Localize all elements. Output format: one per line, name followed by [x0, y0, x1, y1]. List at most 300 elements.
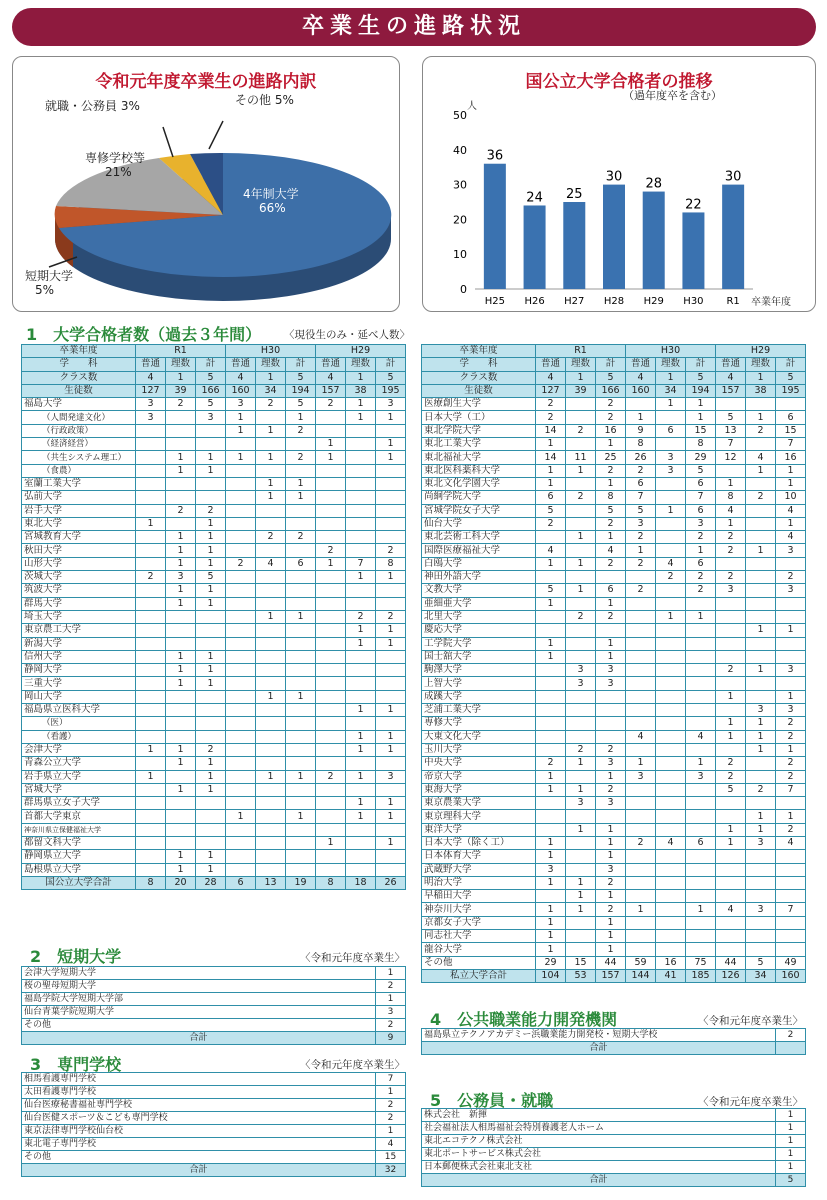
count-cell: 1	[316, 451, 346, 464]
count-cell	[686, 664, 716, 677]
column-header: 計	[596, 358, 626, 371]
sec4-title: 4 公共職業能力開発機関	[430, 1010, 618, 1029]
count-cell	[566, 730, 596, 743]
count-cell: 2	[536, 757, 566, 770]
count-cell	[746, 438, 776, 451]
count-cell: 2	[716, 544, 746, 557]
count-cell	[256, 597, 286, 610]
count-cell	[256, 810, 286, 823]
list-item	[22, 993, 406, 1006]
destination-name: 相馬看護専門学校	[22, 1073, 376, 1086]
table-cell: 1	[346, 371, 376, 384]
count-cell	[376, 677, 406, 690]
count-cell: 1	[286, 810, 316, 823]
university-name: （行政政策）	[22, 424, 136, 437]
count-cell	[656, 491, 686, 504]
count-cell	[286, 664, 316, 677]
count-cell	[226, 823, 256, 836]
count-cell: 2	[776, 823, 806, 836]
count-cell: 1	[626, 411, 656, 424]
table-row	[22, 624, 406, 637]
count-cell	[716, 943, 746, 956]
total-row	[422, 1174, 806, 1187]
count-cell: 2	[776, 757, 806, 770]
count-cell: 4	[626, 730, 656, 743]
count-cell: 5	[716, 783, 746, 796]
count-cell	[316, 650, 346, 663]
bar	[524, 205, 546, 289]
count-cell: 1	[196, 850, 226, 863]
count-cell	[656, 930, 686, 943]
total-cell: 41	[656, 969, 686, 982]
university-name: 神奈川大学	[422, 903, 536, 916]
count-cell: 2	[166, 398, 196, 411]
table-row	[22, 491, 406, 504]
university-name: 岩手大学	[22, 504, 136, 517]
count-cell	[716, 863, 746, 876]
university-name: 東京農業大学	[422, 797, 536, 810]
count-cell	[196, 730, 226, 743]
count-cell	[256, 664, 286, 677]
count-cell	[746, 517, 776, 530]
year-r1-header: R1	[536, 345, 626, 358]
table-cell: 5	[196, 371, 226, 384]
count-cell	[136, 836, 166, 849]
count-cell	[376, 597, 406, 610]
count-cell	[136, 584, 166, 597]
count-cell	[566, 943, 596, 956]
count-cell	[196, 690, 226, 703]
page-title: 卒業生の進路状況	[12, 8, 816, 46]
count-cell: 2	[716, 531, 746, 544]
count-cell: 1	[596, 531, 626, 544]
university-name: 国際医療福祉大学	[422, 544, 536, 557]
count-cell	[596, 624, 626, 637]
count-cell	[626, 876, 656, 889]
count-cell	[226, 717, 256, 730]
count-cell	[656, 637, 686, 650]
count-cell	[286, 757, 316, 770]
count-cell	[686, 916, 716, 929]
table-row	[22, 757, 406, 770]
table-row	[22, 770, 406, 783]
total-cell	[776, 1042, 806, 1055]
university-name: （人間発達文化）	[22, 411, 136, 424]
destination-count: 2	[776, 1029, 806, 1042]
count-cell: 1	[256, 491, 286, 504]
total-cell: 6	[226, 876, 256, 889]
table-row	[22, 411, 406, 424]
count-cell	[346, 664, 376, 677]
count-cell: 1	[316, 836, 346, 849]
total-label: 合計	[22, 1032, 376, 1045]
university-name: 埼玉大学	[22, 610, 136, 623]
destination-count: 2	[376, 1112, 406, 1125]
count-cell: 1	[346, 571, 376, 584]
table-cell: 195	[776, 384, 806, 397]
count-cell	[166, 424, 196, 437]
count-cell: 1	[596, 597, 626, 610]
count-cell: 1	[596, 890, 626, 903]
university-name: 首都大学東京	[22, 810, 136, 823]
count-cell	[226, 650, 256, 663]
count-cell	[286, 730, 316, 743]
count-cell: 7	[686, 491, 716, 504]
pie-label-univ: 4年制大学	[243, 187, 299, 201]
table-row	[22, 810, 406, 823]
count-cell	[626, 890, 656, 903]
destination-count: 1	[376, 1125, 406, 1138]
destination-name: 会津大学短期大学	[22, 967, 376, 980]
count-cell	[226, 797, 256, 810]
count-cell: 4	[716, 903, 746, 916]
count-cell	[776, 650, 806, 663]
university-name: 武蔵野大学	[422, 863, 536, 876]
count-cell	[686, 743, 716, 756]
count-cell: 1	[566, 557, 596, 570]
count-cell	[136, 637, 166, 650]
column-header: 理数	[256, 358, 286, 371]
destination-name: 東北ポートサービス株式会社	[422, 1148, 776, 1161]
count-cell	[346, 850, 376, 863]
destination-name: 福島県立テクノアカデミー浜職業能力開発校・短期大学校	[422, 1029, 776, 1042]
count-cell	[286, 863, 316, 876]
column-header: 計	[286, 358, 316, 371]
count-cell	[566, 517, 596, 530]
table-cell: 127	[136, 384, 166, 397]
count-cell	[656, 890, 686, 903]
count-cell: 1	[536, 438, 566, 451]
count-cell: 1	[166, 783, 196, 796]
count-cell: 25	[596, 451, 626, 464]
destination-count: 2	[376, 1099, 406, 1112]
count-cell: 49	[776, 956, 806, 969]
count-cell	[536, 704, 566, 717]
list-item	[22, 1138, 406, 1151]
count-cell	[776, 597, 806, 610]
count-cell	[716, 398, 746, 411]
count-cell: 1	[196, 464, 226, 477]
count-cell: 1	[166, 584, 196, 597]
count-cell: 2	[776, 571, 806, 584]
university-name: 都留文科大学	[22, 836, 136, 849]
count-cell: 1	[166, 850, 196, 863]
count-cell	[686, 863, 716, 876]
count-cell	[136, 491, 166, 504]
count-cell	[746, 916, 776, 929]
count-cell: 1	[256, 451, 286, 464]
count-cell	[346, 517, 376, 530]
count-cell	[656, 531, 686, 544]
count-cell	[746, 531, 776, 544]
count-cell	[686, 717, 716, 730]
count-cell: 1	[196, 757, 226, 770]
count-cell	[256, 863, 286, 876]
count-cell	[316, 411, 346, 424]
count-cell	[346, 836, 376, 849]
count-cell	[656, 770, 686, 783]
year-header: 卒業年度	[422, 345, 536, 358]
count-cell	[256, 730, 286, 743]
bar-value-label: 24	[526, 190, 543, 206]
bar-title: 国公立大学合格者の推移	[525, 72, 713, 92]
total-row	[422, 1042, 806, 1055]
university-name: 室蘭工業大学	[22, 477, 136, 490]
destination-count: 1	[776, 1148, 806, 1161]
count-cell: 2	[536, 398, 566, 411]
count-cell: 1	[376, 797, 406, 810]
count-cell: 1	[536, 850, 566, 863]
count-cell: 1	[376, 411, 406, 424]
count-cell	[716, 597, 746, 610]
count-cell: 1	[566, 757, 596, 770]
university-name: （医）	[22, 717, 136, 730]
count-cell: 6	[686, 504, 716, 517]
count-cell	[226, 597, 256, 610]
count-cell	[346, 531, 376, 544]
count-cell: 1	[256, 690, 286, 703]
count-cell	[716, 704, 746, 717]
count-cell	[196, 717, 226, 730]
count-cell: 1	[566, 823, 596, 836]
count-cell	[656, 544, 686, 557]
count-cell	[536, 717, 566, 730]
count-cell	[566, 704, 596, 717]
count-cell: 1	[776, 624, 806, 637]
count-cell: 3	[536, 863, 566, 876]
count-cell	[566, 916, 596, 929]
count-cell	[166, 411, 196, 424]
university-name: 東北医科薬科大学	[422, 464, 536, 477]
table-row	[22, 531, 406, 544]
table-row	[22, 464, 406, 477]
university-name: 静岡大学	[22, 664, 136, 677]
destination-count: 1	[776, 1135, 806, 1148]
count-cell: 1	[286, 610, 316, 623]
table-cell: 5	[686, 371, 716, 384]
count-cell	[136, 451, 166, 464]
count-cell: 1	[776, 690, 806, 703]
count-cell: 2	[166, 504, 196, 517]
university-name: 帝京大学	[422, 770, 536, 783]
table-row	[422, 757, 806, 770]
vocational-training-table	[421, 1028, 806, 1055]
count-cell: 1	[166, 664, 196, 677]
sec1-title: 1 大学合格者数（過去３年間）	[26, 325, 262, 344]
count-cell: 2	[136, 571, 166, 584]
university-name: 医療創生大学	[422, 398, 536, 411]
table-row	[422, 850, 806, 863]
count-cell: 1	[166, 597, 196, 610]
count-cell	[746, 876, 776, 889]
count-cell	[746, 584, 776, 597]
table-cell: 166	[596, 384, 626, 397]
table-row	[22, 398, 406, 411]
count-cell	[376, 491, 406, 504]
year-h29-header: H29	[316, 345, 406, 358]
count-cell: 3	[686, 770, 716, 783]
count-cell	[136, 504, 166, 517]
list-item	[422, 1122, 806, 1135]
count-cell: 1	[536, 916, 566, 929]
count-cell: 1	[166, 677, 196, 690]
count-cell: 1	[566, 584, 596, 597]
university-name: 岩手県立大学	[22, 770, 136, 783]
count-cell	[136, 730, 166, 743]
count-cell: 4	[776, 836, 806, 849]
table-row	[422, 624, 806, 637]
count-cell	[136, 797, 166, 810]
year-h30-header: H30	[626, 345, 716, 358]
count-cell: 1	[136, 770, 166, 783]
count-cell	[136, 557, 166, 570]
table-row	[22, 597, 406, 610]
count-cell: 3	[596, 664, 626, 677]
count-cell: 1	[686, 411, 716, 424]
count-cell: 1	[226, 451, 256, 464]
count-cell: 7	[776, 903, 806, 916]
count-cell	[776, 930, 806, 943]
count-cell	[656, 850, 686, 863]
count-cell: 1	[226, 424, 256, 437]
count-cell: 1	[196, 517, 226, 530]
university-name: 福島大学	[22, 398, 136, 411]
count-cell	[256, 464, 286, 477]
bar-ylabel: 人	[467, 101, 477, 112]
table-row	[22, 783, 406, 796]
count-cell: 1	[536, 557, 566, 570]
count-cell	[746, 637, 776, 650]
count-cell	[196, 704, 226, 717]
table-row	[22, 517, 406, 530]
count-cell	[626, 690, 656, 703]
count-cell	[226, 677, 256, 690]
count-cell: 2	[196, 743, 226, 756]
count-cell: 7	[346, 557, 376, 570]
count-cell	[536, 890, 566, 903]
university-name: 専修大学	[422, 717, 536, 730]
count-cell: 3	[566, 677, 596, 690]
count-cell	[316, 491, 346, 504]
list-item	[22, 1019, 406, 1032]
count-cell	[686, 810, 716, 823]
count-cell: 1	[196, 863, 226, 876]
count-cell	[256, 757, 286, 770]
count-cell	[286, 650, 316, 663]
count-cell: 3	[656, 451, 686, 464]
count-cell	[226, 610, 256, 623]
count-cell	[626, 624, 656, 637]
destination-name: その他	[22, 1151, 376, 1164]
count-cell	[286, 677, 316, 690]
total-cell: 32	[376, 1164, 406, 1177]
table-cell: 166	[196, 384, 226, 397]
bar-value-label: 30	[724, 169, 742, 185]
university-name: 中央大学	[422, 757, 536, 770]
column-header: 普通	[316, 358, 346, 371]
count-cell: 1	[286, 491, 316, 504]
count-cell	[376, 717, 406, 730]
total-cell: 19	[286, 876, 316, 889]
count-cell: 1	[656, 504, 686, 517]
count-cell	[166, 836, 196, 849]
table-row	[422, 438, 806, 451]
count-cell: 2	[536, 517, 566, 530]
table-row	[422, 398, 806, 411]
count-cell	[376, 504, 406, 517]
total-row	[22, 876, 406, 889]
count-cell	[316, 850, 346, 863]
total-cell: 157	[596, 969, 626, 982]
count-cell	[316, 717, 346, 730]
count-cell	[566, 438, 596, 451]
count-cell: 3	[136, 398, 166, 411]
count-cell: 1	[596, 943, 626, 956]
count-cell	[626, 797, 656, 810]
total-cell: 5	[776, 1174, 806, 1187]
count-cell	[626, 743, 656, 756]
table-row	[22, 797, 406, 810]
count-cell: 2	[346, 610, 376, 623]
count-cell	[226, 584, 256, 597]
count-cell	[166, 770, 196, 783]
count-cell: 3	[376, 770, 406, 783]
count-cell	[316, 517, 346, 530]
count-cell: 1	[166, 863, 196, 876]
count-cell: 1	[166, 544, 196, 557]
table-row	[422, 876, 806, 889]
column-header: 普通	[716, 358, 746, 371]
count-cell: 1	[196, 531, 226, 544]
count-cell	[376, 464, 406, 477]
count-cell	[536, 730, 566, 743]
table-row	[22, 730, 406, 743]
bar-panel	[422, 56, 816, 312]
university-name: 山形大学	[22, 557, 136, 570]
count-cell	[536, 677, 566, 690]
university-name: 日本大学（除く工）	[422, 836, 536, 849]
count-cell	[286, 637, 316, 650]
count-cell: 1	[716, 690, 746, 703]
bar	[563, 202, 585, 289]
count-cell: 1	[286, 411, 316, 424]
count-cell: 10	[776, 491, 806, 504]
year-r1-header: R1	[136, 345, 226, 358]
university-name: 京都女子大学	[422, 916, 536, 929]
list-item	[422, 1109, 806, 1122]
count-cell	[686, 823, 716, 836]
count-cell: 2	[596, 783, 626, 796]
destination-name: 東北電子専門学校	[22, 1138, 376, 1151]
count-cell	[716, 650, 746, 663]
count-cell	[656, 783, 686, 796]
count-cell	[136, 863, 166, 876]
count-cell	[316, 624, 346, 637]
total-cell: 26	[376, 876, 406, 889]
count-cell: 4	[256, 557, 286, 570]
table-cell: 1	[566, 371, 596, 384]
count-cell: 1	[286, 770, 316, 783]
university-name: 東北福祉大学	[422, 451, 536, 464]
count-cell: 1	[566, 464, 596, 477]
university-name: 東北工業大学	[422, 438, 536, 451]
count-cell	[346, 863, 376, 876]
count-cell: 1	[376, 438, 406, 451]
count-cell	[226, 836, 256, 849]
count-cell	[626, 704, 656, 717]
y-tick-label: 10	[453, 248, 467, 262]
count-cell	[566, 597, 596, 610]
